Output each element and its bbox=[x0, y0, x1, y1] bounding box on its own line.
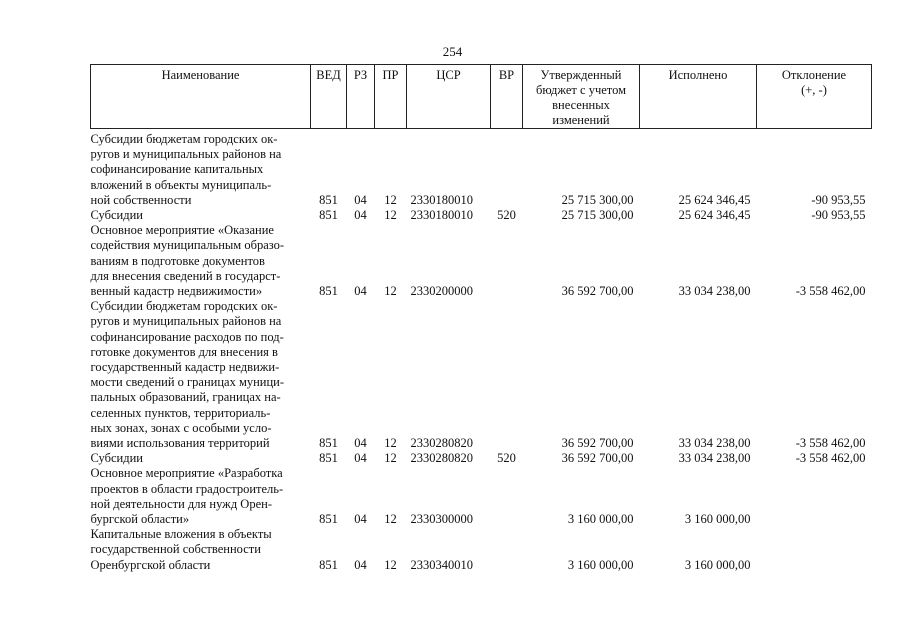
header-vr: ВР bbox=[491, 65, 523, 129]
row-vr: 520 bbox=[497, 208, 516, 223]
page-number: 254 bbox=[442, 44, 463, 59]
row-executed: 3 160 000,00 bbox=[684, 512, 751, 527]
row-rz: 04 bbox=[354, 512, 367, 527]
row-executed: 33 034 238,00 bbox=[678, 451, 751, 466]
row-name bbox=[91, 223, 311, 299]
row-name-line: Оренбургской области bbox=[90, 557, 211, 572]
row-pr: 12 bbox=[384, 557, 397, 572]
row-name bbox=[91, 129, 311, 209]
row-csr: 2330340010 bbox=[410, 557, 473, 572]
row-pr: 12 bbox=[384, 436, 397, 451]
header-pr: ПР bbox=[375, 65, 407, 129]
row-pr: 12 bbox=[384, 192, 397, 207]
row-name-line: готовке документов для внесения в bbox=[90, 344, 278, 359]
row-approved: 25 715 300,00 bbox=[561, 208, 634, 223]
table-row bbox=[91, 466, 872, 527]
row-csr: 2330300000 bbox=[410, 512, 473, 527]
row-pr: 12 bbox=[384, 208, 397, 223]
row-name bbox=[91, 451, 311, 466]
row-name-line: софинансирование капитальных bbox=[90, 162, 264, 177]
table-row bbox=[91, 223, 872, 299]
row-pr: 12 bbox=[384, 512, 397, 527]
row-executed: 3 160 000,00 bbox=[684, 557, 751, 572]
row-deviation: -90 953,55 bbox=[811, 208, 866, 223]
row-name-line: Основное мероприятие «Оказание bbox=[90, 223, 274, 238]
row-vr bbox=[491, 129, 523, 209]
row-approved: 36 592 700,00 bbox=[561, 284, 634, 299]
row-name-line: государственный кадастр недвижи- bbox=[90, 360, 280, 375]
row-ved: 851 bbox=[319, 284, 338, 299]
row-csr: 2330200000 bbox=[410, 284, 473, 299]
row-name-line: мости сведений о границах муници- bbox=[90, 375, 285, 390]
table-row bbox=[91, 129, 872, 209]
row-ved: 851 bbox=[319, 208, 338, 223]
table-row bbox=[91, 299, 872, 451]
row-ved: 851 bbox=[319, 557, 338, 572]
row-deviation bbox=[757, 527, 872, 573]
row-vr bbox=[491, 466, 523, 527]
row-deviation: -3 558 462,00 bbox=[795, 451, 866, 466]
row-name-line: виями использования территорий bbox=[90, 436, 270, 451]
row-name-line: селенных пунктов, территориаль- bbox=[90, 405, 271, 420]
row-name-line: Субсидии bbox=[90, 451, 143, 466]
row-pr: 12 bbox=[384, 451, 397, 466]
row-approved: 3 160 000,00 bbox=[567, 512, 634, 527]
row-executed: 33 034 238,00 bbox=[678, 436, 751, 451]
row-name-line: государственной собственности bbox=[90, 542, 261, 557]
header-approved bbox=[523, 65, 640, 129]
row-rz: 04 bbox=[354, 284, 367, 299]
row-name-line: ругов и муниципальных районов на bbox=[90, 314, 282, 329]
header-approved-line: бюджет с учетом bbox=[535, 83, 626, 97]
row-deviation: -3 558 462,00 bbox=[795, 436, 866, 451]
row-name bbox=[91, 527, 311, 573]
row-name-line: содействия муниципальным образо- bbox=[90, 238, 285, 253]
header-ved: ВЕД bbox=[311, 65, 347, 129]
row-name-line: Субсидии bbox=[90, 208, 143, 223]
table-row bbox=[91, 527, 872, 573]
row-name-line: для внесения сведений в государст- bbox=[90, 268, 281, 283]
row-ved: 851 bbox=[319, 192, 338, 207]
row-name-line: ных зонах, зонах с особыми усло- bbox=[90, 420, 272, 435]
row-name-line: проектов в области градостроитель- bbox=[90, 481, 284, 496]
row-rz: 04 bbox=[354, 436, 367, 451]
row-csr: 2330280820 bbox=[410, 436, 473, 451]
row-name-line: вложений в объекты муниципаль- bbox=[90, 177, 272, 192]
row-ved: 851 bbox=[319, 451, 338, 466]
header-approved-line: Утвержденный bbox=[540, 68, 622, 82]
row-executed: 33 034 238,00 bbox=[678, 284, 751, 299]
row-name-line: венный кадастр недвижимости» bbox=[90, 284, 263, 299]
row-rz: 04 bbox=[354, 557, 367, 572]
row-csr: 2330180010 bbox=[410, 208, 473, 223]
row-rz: 04 bbox=[354, 451, 367, 466]
row-vr bbox=[491, 527, 523, 573]
row-name-line: Субсидии бюджетам городских ок- bbox=[90, 299, 278, 314]
header-approved-line: изменений bbox=[552, 113, 610, 127]
row-rz: 04 bbox=[354, 208, 367, 223]
row-name bbox=[91, 208, 311, 223]
row-name-line: ной деятельности для нужд Орен- bbox=[90, 496, 272, 511]
header-name: Наименование bbox=[91, 65, 311, 129]
row-name-line: ной собственности bbox=[90, 192, 192, 207]
row-deviation: -3 558 462,00 bbox=[795, 284, 866, 299]
row-name-line: Субсидии бюджетам городских ок- bbox=[90, 132, 278, 146]
row-approved: 3 160 000,00 bbox=[567, 557, 634, 572]
row-name bbox=[91, 466, 311, 527]
header-executed: Исполнено bbox=[640, 65, 757, 129]
row-executed: 25 624 346,45 bbox=[678, 208, 751, 223]
row-name-line: пальных образований, границах на- bbox=[90, 390, 281, 405]
row-approved: 25 715 300,00 bbox=[561, 192, 634, 207]
row-ved: 851 bbox=[319, 512, 338, 527]
row-vr bbox=[491, 299, 523, 451]
row-deviation: -90 953,55 bbox=[811, 192, 866, 207]
row-approved: 36 592 700,00 bbox=[561, 451, 634, 466]
header-approved-line: внесенных bbox=[552, 98, 610, 112]
budget-table bbox=[90, 64, 872, 573]
header-deviation-line: (+, -) bbox=[801, 83, 827, 97]
row-name-line: софинансирование расходов по под- bbox=[90, 329, 284, 344]
row-name-line: ругов и муниципальных районов на bbox=[90, 147, 282, 162]
row-ved: 851 bbox=[319, 436, 338, 451]
row-name-line: Капитальные вложения в объекты bbox=[90, 527, 272, 542]
row-rz: 04 bbox=[354, 192, 367, 207]
header-deviation-line: Отклонение bbox=[781, 68, 847, 82]
table-row bbox=[91, 208, 872, 223]
header-rz: РЗ bbox=[347, 65, 375, 129]
row-vr bbox=[491, 223, 523, 299]
table-body bbox=[91, 129, 872, 573]
row-executed: 25 624 346,45 bbox=[678, 192, 751, 207]
table-row bbox=[91, 451, 872, 466]
table-header-row bbox=[91, 65, 872, 129]
row-deviation bbox=[757, 466, 872, 527]
header-csr: ЦСР bbox=[407, 65, 491, 129]
row-approved: 36 592 700,00 bbox=[561, 436, 634, 451]
row-vr: 520 bbox=[497, 451, 516, 466]
row-pr: 12 bbox=[384, 284, 397, 299]
row-name bbox=[91, 299, 311, 451]
row-name-line: Основное мероприятие «Разработка bbox=[90, 466, 283, 481]
header-deviation bbox=[757, 65, 872, 129]
row-name-line: бургской области» bbox=[90, 512, 190, 527]
row-csr: 2330180010 bbox=[410, 192, 473, 207]
row-name-line: ваниям в подготовке документов bbox=[90, 253, 265, 268]
row-csr: 2330280820 bbox=[410, 451, 473, 466]
